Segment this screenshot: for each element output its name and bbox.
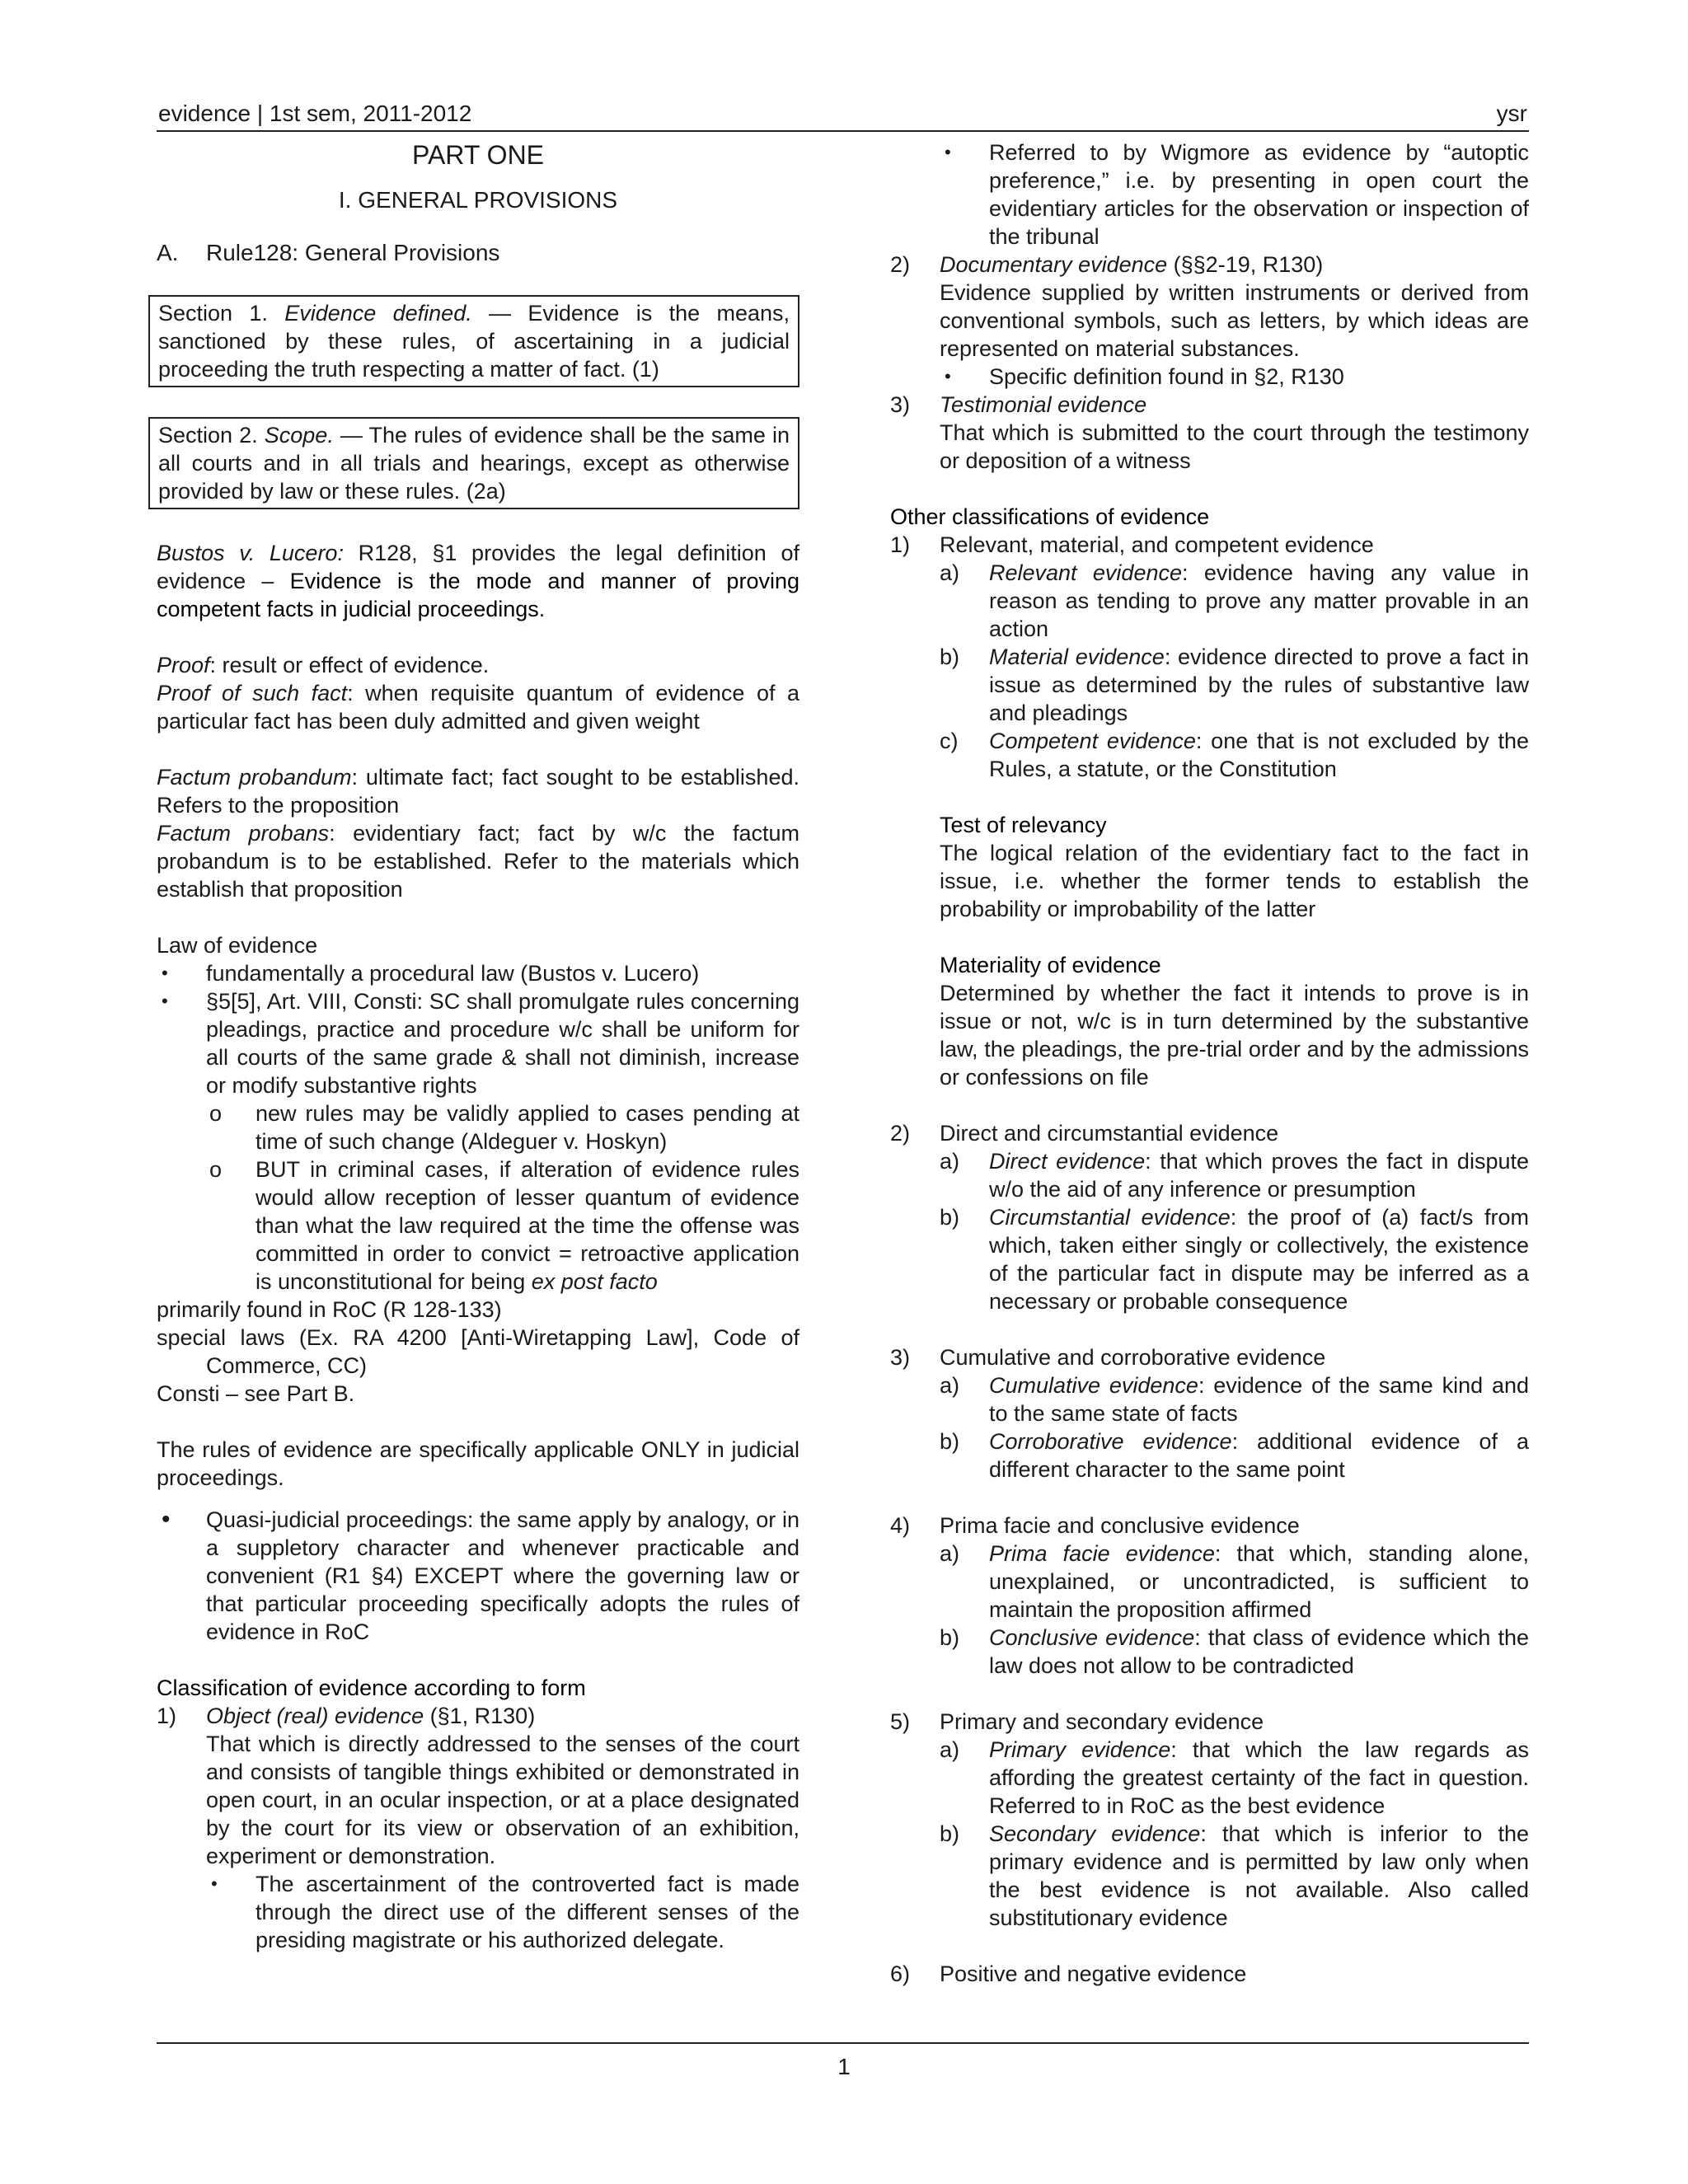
item-body xyxy=(989,1820,1529,1932)
section-1-box xyxy=(148,295,799,387)
relevancy-heading: Test of relevancy xyxy=(940,813,1107,837)
group-title: Primary and secondary evidence xyxy=(940,1709,1264,1734)
item-body xyxy=(989,1540,1529,1624)
classification-item xyxy=(940,1624,1529,1680)
proof-text: : result or effect of evidence. xyxy=(209,653,490,677)
wigmore-bullet xyxy=(940,138,1529,251)
group-number: 4) xyxy=(890,1513,911,1538)
subsection-title-text: Rule128: General Provisions xyxy=(206,240,500,265)
documentary-evidence-number: 2) xyxy=(890,252,911,277)
bullet-icon: • xyxy=(211,1873,218,1894)
item-text: : evidence having any value in reason as tending to prove any matter provable in an action xyxy=(989,560,1529,641)
law-subbullet-1 xyxy=(206,1099,799,1155)
object-evidence-ref: (§1, R130) xyxy=(424,1704,536,1728)
law-bullet-2-text: §5[5], Art. VIII, Consti: SC shall promulgate rules concerning pleadings, practice and procedure w/c shall be uniform for all courts of the same grade & shall not diminish, increase or modify substantive rights xyxy=(206,989,799,1098)
bullet-icon: • xyxy=(945,366,951,387)
group-title: Direct and circumstantial evidence xyxy=(940,1121,1279,1146)
item-term: Cumulative evidence xyxy=(989,1373,1198,1398)
item-term: Circumstantial evidence xyxy=(989,1205,1231,1230)
documentary-evidence-term: Documentary evidence xyxy=(940,252,1168,277)
item-letter: b) xyxy=(940,1821,960,1846)
law-subbullet-2 xyxy=(206,1155,799,1296)
found-in-consti: Consti – see Part B. xyxy=(157,1381,355,1406)
law-bullet-1-text: fundamentally a procedural law (Bustos v. Lucero) xyxy=(206,961,700,986)
box2-term: Scope. xyxy=(264,423,334,448)
classification-group xyxy=(890,1960,1529,1988)
object-evidence-item xyxy=(157,1702,799,1730)
item-term: Relevant evidence xyxy=(989,560,1182,585)
item-text: : one that is not excluded by the Rules, a statute, or the Constitution xyxy=(989,729,1529,781)
item-text: : evidence of the same kind and to the same state of facts xyxy=(989,1373,1529,1426)
item-term: Material evidence xyxy=(989,644,1165,669)
group-number: 2) xyxy=(890,1121,911,1146)
classification-item xyxy=(940,643,1529,727)
page-header xyxy=(157,97,1529,132)
classification-group xyxy=(890,1511,1529,1540)
bustos-case: Bustos v. Lucero: xyxy=(157,541,344,565)
bullet-icon: • xyxy=(162,1506,171,1533)
applicability-paragraph: The rules of evidence are specifically applicable ONLY in judicial proceedings. xyxy=(157,1437,799,1490)
testimonial-evidence-term: Testimonial evidence xyxy=(940,392,1147,417)
item-text: : that class of evidence which the law does not allow to be contradicted xyxy=(989,1625,1529,1678)
group-number: 3) xyxy=(890,1345,911,1370)
classification-item xyxy=(940,559,1529,643)
item-term: Prima facie evidence xyxy=(989,1541,1215,1566)
item-letter: b) xyxy=(940,1205,960,1230)
item-term: Conclusive evidence xyxy=(989,1625,1195,1650)
item-body xyxy=(989,1624,1529,1680)
documentary-evidence-item xyxy=(890,251,1529,279)
classification-group xyxy=(890,1119,1529,1147)
materiality-text: Determined by whether the fact it intends to prove is in issue or not, w/c is in turn determined by the substantive law, the pleadings, the pre-trial order and by the admissions or confessions on file xyxy=(940,981,1529,1090)
classification-item xyxy=(940,1203,1529,1315)
item-letter: a) xyxy=(940,560,960,585)
item-body xyxy=(989,1203,1529,1315)
part-title: PART ONE xyxy=(411,140,545,170)
testimonial-evidence-number: 3) xyxy=(890,392,911,417)
classification-item xyxy=(940,1427,1529,1483)
proof-term: Proof xyxy=(157,653,210,677)
documentary-evidence-bullet-text: Specific definition found in §2, R130 xyxy=(989,364,1344,389)
page-number: 1 xyxy=(837,2054,851,2079)
found-in-special-laws xyxy=(157,1324,799,1380)
item-body xyxy=(989,643,1529,727)
quasi-judicial-bullet xyxy=(157,1506,799,1646)
object-evidence-definition: That which is directly addressed to the senses of the court and consists of tangible things exhibited or demonstrated in open court, in an ocular inspection, or at a place designated by the court for its view or observation of an exhibition, experiment or demonstration. xyxy=(206,1732,799,1868)
classification-item xyxy=(940,1540,1529,1624)
group-number: 1) xyxy=(890,532,911,557)
documentary-evidence-definition: Evidence supplied by written instruments or derived from conventional symbols, such as letters, by which ideas are represented on material substances. xyxy=(940,280,1529,361)
classification-item xyxy=(940,1736,1529,1820)
sub-bullet-marker: o xyxy=(209,1157,223,1182)
law-bullet-2 xyxy=(157,987,799,1099)
bullet-icon: • xyxy=(945,142,951,162)
subsection-title xyxy=(157,239,799,267)
factum-probans-definition xyxy=(157,819,799,903)
footer-rule xyxy=(157,2042,1529,2044)
classification-group xyxy=(890,531,1529,559)
materiality-heading: Materiality of evidence xyxy=(940,953,1161,977)
bustos-paragraph xyxy=(157,539,799,623)
bustos-text: R128, §1 provides the legal definition of evidence – xyxy=(157,541,799,593)
bullet-icon: • xyxy=(162,963,168,983)
item-text: : additional evidence of a different character to the same point xyxy=(989,1429,1529,1482)
testimonial-evidence-definition: That which is submitted to the court through the testimony or deposition of a witness xyxy=(940,420,1529,473)
item-body xyxy=(989,1371,1529,1427)
testimonial-evidence-item xyxy=(890,391,1529,419)
item-term: Competent evidence xyxy=(989,729,1196,753)
bullet-icon: • xyxy=(162,991,168,1011)
classification-heading: Classification of evidence according to form xyxy=(157,1675,586,1700)
item-letter: a) xyxy=(940,1737,960,1762)
item-term: Primary evidence xyxy=(989,1737,1171,1762)
quasi-judicial-text: Quasi-judicial proceedings: the same apply by analogy, or in a suppletory character and whenever practicable and convenient (R1 §4) EXCEPT where the governing law or that particular proceeding specifically adopts the rules of evidence in RoC xyxy=(206,1507,799,1644)
factum-probans-text: : evidentiary fact; fact by w/c the factum probandum is to be established. Refer to the materials which establish that proposition xyxy=(157,821,800,902)
box1-prefix: Section 1. xyxy=(158,301,285,326)
item-letter: a) xyxy=(940,1149,960,1174)
item-letter: b) xyxy=(940,1429,960,1454)
object-evidence-term: Object (real) evidence xyxy=(206,1704,424,1728)
item-term: Direct evidence xyxy=(989,1149,1146,1174)
group-number: 6) xyxy=(890,1961,911,1986)
object-evidence-bullet xyxy=(206,1870,799,1954)
other-classifications-heading: Other classifications of evidence xyxy=(890,504,1210,529)
classification-item xyxy=(940,1147,1529,1203)
item-term: Secondary evidence xyxy=(989,1821,1201,1846)
documentary-evidence-title xyxy=(940,251,1529,279)
item-letter: b) xyxy=(940,1625,960,1650)
testimonial-evidence-title xyxy=(940,391,1529,419)
law-of-evidence-heading: Law of evidence xyxy=(157,933,318,958)
documentary-evidence-ref: (§§2-19, R130) xyxy=(1167,252,1324,277)
item-body xyxy=(989,1147,1529,1203)
classification-item xyxy=(940,727,1529,783)
bustos-end: . xyxy=(538,597,546,621)
subsection-label: A. xyxy=(157,240,179,265)
section-2-box xyxy=(148,417,799,509)
group-number: 5) xyxy=(890,1709,911,1734)
factum-probandum-definition xyxy=(157,763,799,819)
section-title: I. GENERAL PROVISIONS xyxy=(338,187,618,213)
factum-probandum-term: Factum probandum xyxy=(157,765,352,790)
proof-definition xyxy=(157,651,799,679)
item-letter: a) xyxy=(940,1541,960,1566)
item-letter: c) xyxy=(940,729,959,753)
header-right-text: ysr xyxy=(1496,101,1527,126)
classification-item xyxy=(940,1371,1529,1427)
item-letter: a) xyxy=(940,1373,960,1398)
proof-fact-term: Proof of such fact xyxy=(157,681,348,705)
proof-fact-text: : when requisite quantum of evidence of a particular fact has been duly admitted and given weight xyxy=(157,681,800,733)
law-bullet-1 xyxy=(157,959,799,987)
found-in-special-laws-text: special laws (Ex. RA 4200 [Anti-Wiretapping Law], Code of Commerce, CC) xyxy=(157,1325,799,1378)
item-body xyxy=(989,1736,1529,1820)
group-title: Relevant, material, and competent evidence xyxy=(940,532,1374,557)
item-term: Corroborative evidence xyxy=(989,1429,1232,1454)
item-text: : that which proves the fact in dispute w/o the aid of any inference or presumption xyxy=(989,1149,1529,1202)
classification-item xyxy=(940,1820,1529,1932)
group-title: Positive and negative evidence xyxy=(940,1961,1247,1986)
right-column xyxy=(890,138,1529,1988)
law-subbullet-2-body xyxy=(256,1155,799,1296)
item-letter: b) xyxy=(940,644,960,669)
sub-bullet-marker: o xyxy=(209,1101,223,1126)
box2-prefix: Section 2. xyxy=(158,423,265,448)
object-evidence-number: 1) xyxy=(157,1704,177,1728)
relevancy-text: The logical relation of the evidentiary fact to the fact in issue, i.e. whether the former tends to establish the probability or improbability of the latter xyxy=(940,841,1529,921)
bustos-definition: Evidence is the mode and manner of proving competent facts in judicial proceedings xyxy=(157,569,799,621)
box2-text: — The rules of evidence shall be the same in all courts and in all trials and hearings, except as otherwise provided by law or these rules. (2a) xyxy=(158,423,790,504)
item-body xyxy=(989,727,1529,783)
law-subbullet-2-term: ex post facto xyxy=(531,1269,658,1294)
documentary-evidence-bullet xyxy=(940,363,1529,391)
item-text: : evidence directed to prove a fact in issue as determined by the rules of substantive law and pleadings xyxy=(989,644,1529,725)
box1-term: Evidence defined. xyxy=(284,301,472,326)
item-text: : the proof of (a) fact/s from which, taken either singly or collectively, the existence of the particular fact in dispute may be inferred as a necessary or probable consequence xyxy=(989,1205,1529,1314)
proof-fact-definition xyxy=(157,679,799,735)
classification-group xyxy=(890,1708,1529,1736)
item-body xyxy=(989,559,1529,643)
found-in-roc: primarily found in RoC (R 128-133) xyxy=(157,1297,502,1322)
box1-text: — Evidence is the means, sanctioned by these rules, of ascertaining in a judicial proceeding the truth respecting a matter of fact. (1) xyxy=(158,301,790,382)
left-column xyxy=(157,138,799,1954)
object-evidence-title xyxy=(206,1702,799,1730)
factum-probans-term: Factum probans xyxy=(157,821,330,846)
item-body xyxy=(989,1427,1529,1483)
header-left-text: evidence | 1st sem, 2011-2012 xyxy=(158,101,472,126)
law-subbullet-2-text: BUT in criminal cases, if alteration of evidence rules would allow reception of lesser quantum of evidence than what the law required at the time the offense was committed in order to convict = retroactive application is unconstitutional for being xyxy=(256,1157,799,1294)
object-evidence-bullet-text: The ascertainment of the controverted fact is made through the direct use of the different senses of the presiding magistrate or his authorized delegate. xyxy=(256,1872,799,1952)
group-title: Cumulative and corroborative evidence xyxy=(940,1345,1326,1370)
factum-probandum-text: : ultimate fact; fact sought to be established. Refers to the proposition xyxy=(157,765,799,818)
classification-group xyxy=(890,1343,1529,1371)
group-title: Prima facie and conclusive evidence xyxy=(940,1513,1300,1538)
item-text: : that which the law regards as affording the greatest certainty of the fact in question. Referred to in RoC as the best evidence xyxy=(989,1737,1530,1818)
law-subbullet-1-text: new rules may be validly applied to cases pending at time of such change (Aldeguer v. Hoskyn) xyxy=(256,1101,799,1154)
item-text: : that which, standing alone, unexplained, or uncontradicted, is sufficient to maintain the proposition affirmed xyxy=(989,1541,1529,1622)
item-text: : that which is inferior to the primary evidence and is permitted by law only when the best evidence is not available. Also called substitutionary evidence xyxy=(989,1821,1530,1930)
wigmore-text: Referred to by Wigmore as evidence by “autoptic preference,” i.e. by presenting in open court the evidentiary articles for the observation or inspection of the tribunal xyxy=(989,140,1529,249)
